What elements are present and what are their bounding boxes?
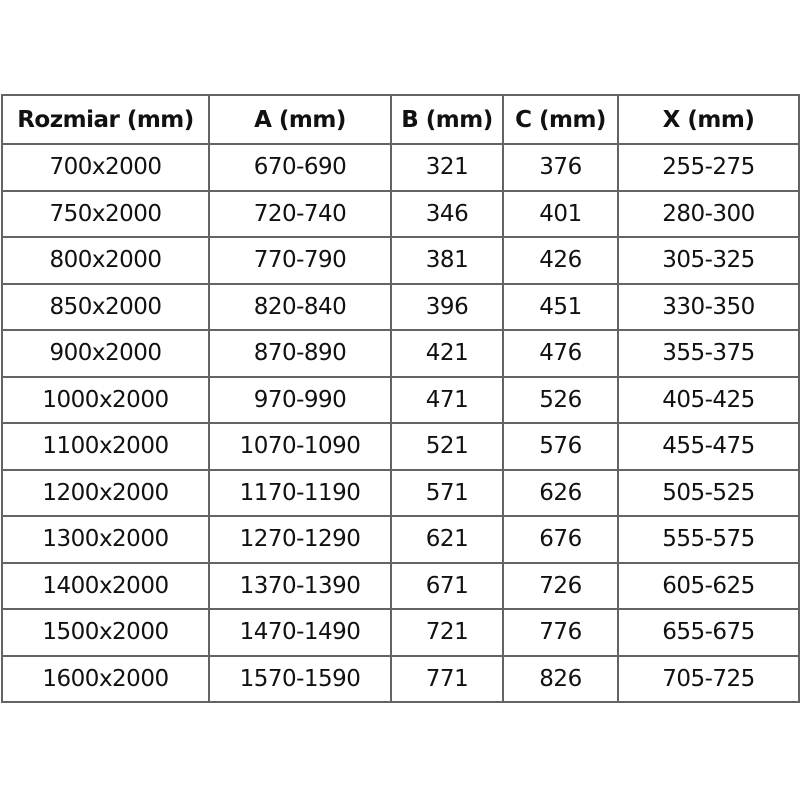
table-row bbox=[2, 377, 799, 424]
table-cell-b: 571 bbox=[391, 470, 503, 517]
table-cell-a: 970-990 bbox=[209, 377, 391, 424]
column-header-b: B (mm) bbox=[391, 95, 503, 144]
table-cell-b: 346 bbox=[391, 191, 503, 238]
table-cell-a: 1370-1390 bbox=[209, 563, 391, 610]
table-row bbox=[2, 191, 799, 238]
column-header-x: X (mm) bbox=[618, 95, 799, 144]
table-cell-x: 405-425 bbox=[618, 377, 799, 424]
table-cell-a: 1070-1090 bbox=[209, 423, 391, 470]
table-cell-b: 396 bbox=[391, 284, 503, 331]
table-cell-x: 605-625 bbox=[618, 563, 799, 610]
table-cell-c: 426 bbox=[503, 237, 618, 284]
table-cell-c: 451 bbox=[503, 284, 618, 331]
table-cell-size: 1600x2000 bbox=[2, 656, 209, 703]
table-cell-size: 1500x2000 bbox=[2, 609, 209, 656]
table-cell-c: 376 bbox=[503, 144, 618, 191]
table-cell-a: 770-790 bbox=[209, 237, 391, 284]
table-cell-c: 576 bbox=[503, 423, 618, 470]
table-cell-a: 670-690 bbox=[209, 144, 391, 191]
table-cell-size: 1200x2000 bbox=[2, 470, 209, 517]
column-header-rozmiar: Rozmiar (mm) bbox=[2, 95, 209, 144]
table-cell-a: 1570-1590 bbox=[209, 656, 391, 703]
table-row bbox=[2, 144, 799, 191]
table-cell-c: 476 bbox=[503, 330, 618, 377]
table-body bbox=[2, 144, 799, 702]
table-cell-x: 505-525 bbox=[618, 470, 799, 517]
table-cell-b: 471 bbox=[391, 377, 503, 424]
table-row bbox=[2, 284, 799, 331]
table-cell-c: 526 bbox=[503, 377, 618, 424]
table-cell-size: 1400x2000 bbox=[2, 563, 209, 610]
table-cell-b: 771 bbox=[391, 656, 503, 703]
table-cell-b: 721 bbox=[391, 609, 503, 656]
table-row bbox=[2, 609, 799, 656]
table-row bbox=[2, 656, 799, 703]
table-cell-c: 401 bbox=[503, 191, 618, 238]
table-cell-c: 826 bbox=[503, 656, 618, 703]
table-cell-size: 850x2000 bbox=[2, 284, 209, 331]
dimension-table-container bbox=[1, 94, 798, 703]
table-row bbox=[2, 423, 799, 470]
table-cell-x: 655-675 bbox=[618, 609, 799, 656]
column-header-c: C (mm) bbox=[503, 95, 618, 144]
table-cell-c: 776 bbox=[503, 609, 618, 656]
table-cell-a: 720-740 bbox=[209, 191, 391, 238]
table-cell-b: 381 bbox=[391, 237, 503, 284]
table-row bbox=[2, 237, 799, 284]
table-cell-size: 900x2000 bbox=[2, 330, 209, 377]
table-cell-a: 1470-1490 bbox=[209, 609, 391, 656]
table-cell-c: 676 bbox=[503, 516, 618, 563]
table-cell-b: 421 bbox=[391, 330, 503, 377]
table-cell-x: 355-375 bbox=[618, 330, 799, 377]
table-cell-size: 1000x2000 bbox=[2, 377, 209, 424]
table-row bbox=[2, 470, 799, 517]
table-cell-x: 330-350 bbox=[618, 284, 799, 331]
table-cell-x: 705-725 bbox=[618, 656, 799, 703]
table-cell-x: 455-475 bbox=[618, 423, 799, 470]
table-cell-b: 621 bbox=[391, 516, 503, 563]
table-cell-a: 1270-1290 bbox=[209, 516, 391, 563]
table-row bbox=[2, 330, 799, 377]
table-cell-size: 750x2000 bbox=[2, 191, 209, 238]
table-row bbox=[2, 516, 799, 563]
table-cell-b: 321 bbox=[391, 144, 503, 191]
table-cell-a: 820-840 bbox=[209, 284, 391, 331]
table-header bbox=[2, 95, 799, 144]
table-cell-a: 1170-1190 bbox=[209, 470, 391, 517]
table-cell-b: 671 bbox=[391, 563, 503, 610]
table-cell-x: 255-275 bbox=[618, 144, 799, 191]
column-header-a: A (mm) bbox=[209, 95, 391, 144]
table-cell-size: 1300x2000 bbox=[2, 516, 209, 563]
header-row bbox=[2, 95, 799, 144]
table-cell-c: 726 bbox=[503, 563, 618, 610]
table-cell-x: 280-300 bbox=[618, 191, 799, 238]
table-cell-size: 700x2000 bbox=[2, 144, 209, 191]
table-cell-b: 521 bbox=[391, 423, 503, 470]
table-cell-size: 1100x2000 bbox=[2, 423, 209, 470]
table-cell-x: 555-575 bbox=[618, 516, 799, 563]
table-cell-a: 870-890 bbox=[209, 330, 391, 377]
dimension-table bbox=[1, 94, 800, 703]
table-cell-c: 626 bbox=[503, 470, 618, 517]
table-cell-size: 800x2000 bbox=[2, 237, 209, 284]
table-cell-x: 305-325 bbox=[618, 237, 799, 284]
table-row bbox=[2, 563, 799, 610]
